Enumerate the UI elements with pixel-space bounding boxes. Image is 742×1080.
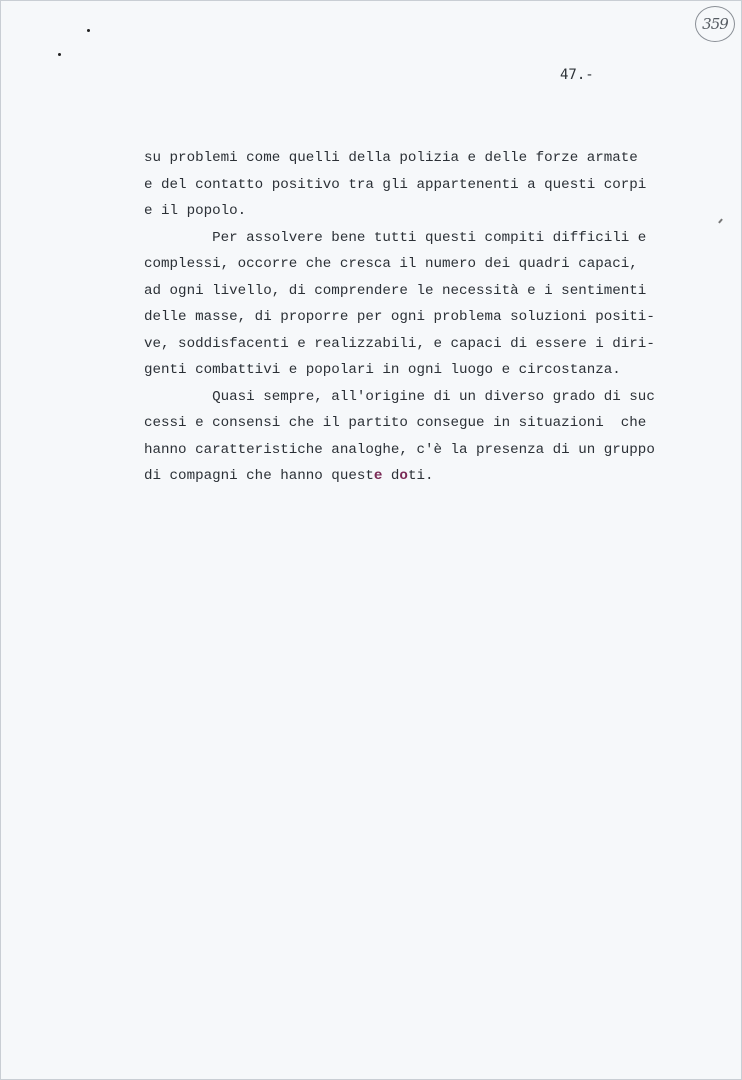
text-line: ve, soddisfacenti e realizzabili, e capaci di essere i diri- (144, 335, 655, 352)
pencil-tick (718, 218, 723, 223)
handwritten-correction: o (399, 468, 408, 484)
text-segment: d (382, 468, 400, 484)
ink-speck (58, 53, 61, 56)
text-line: complessi, occorre che cresca il numero dei quadri capaci, (144, 256, 638, 272)
text-line: cessi e consensi che il partito consegue in situazioni che (144, 415, 647, 431)
text-segment: ti. (407, 468, 434, 484)
typewritten-body (144, 145, 684, 490)
ink-speck (87, 29, 90, 32)
text-line: e il popolo. (144, 203, 247, 219)
folio-stamp-number: 359 (702, 15, 728, 33)
folio-stamp (695, 6, 735, 42)
text-line: ad ogni livello, di comprendere le necessità e i sentimenti (144, 282, 647, 299)
handwritten-correction: e (373, 468, 383, 484)
text-line: hanno caratteristiche analoghe, c'è la presenza di un gruppo (144, 441, 655, 458)
text-line: delle masse, di proporre per ogni problema soluzioni positi- (144, 309, 655, 325)
page-number: 47.- (560, 67, 594, 83)
text-segment: di compagni che hanno quest (144, 468, 374, 484)
text-line-final (144, 463, 684, 490)
text-line: Per assolvere bene tutti questi compiti difficili e (144, 229, 647, 246)
text-line: su problemi come quelli della polizia e delle forze armate (144, 150, 638, 166)
text-line: e del contatto positivo tra gli appartenenti a questi corpi (144, 176, 647, 193)
text-line: genti combattivi e popolari in ogni luogo e circostanza. (144, 362, 621, 378)
text-line: Quasi sempre, all'origine di un diverso grado di suc (144, 388, 655, 405)
